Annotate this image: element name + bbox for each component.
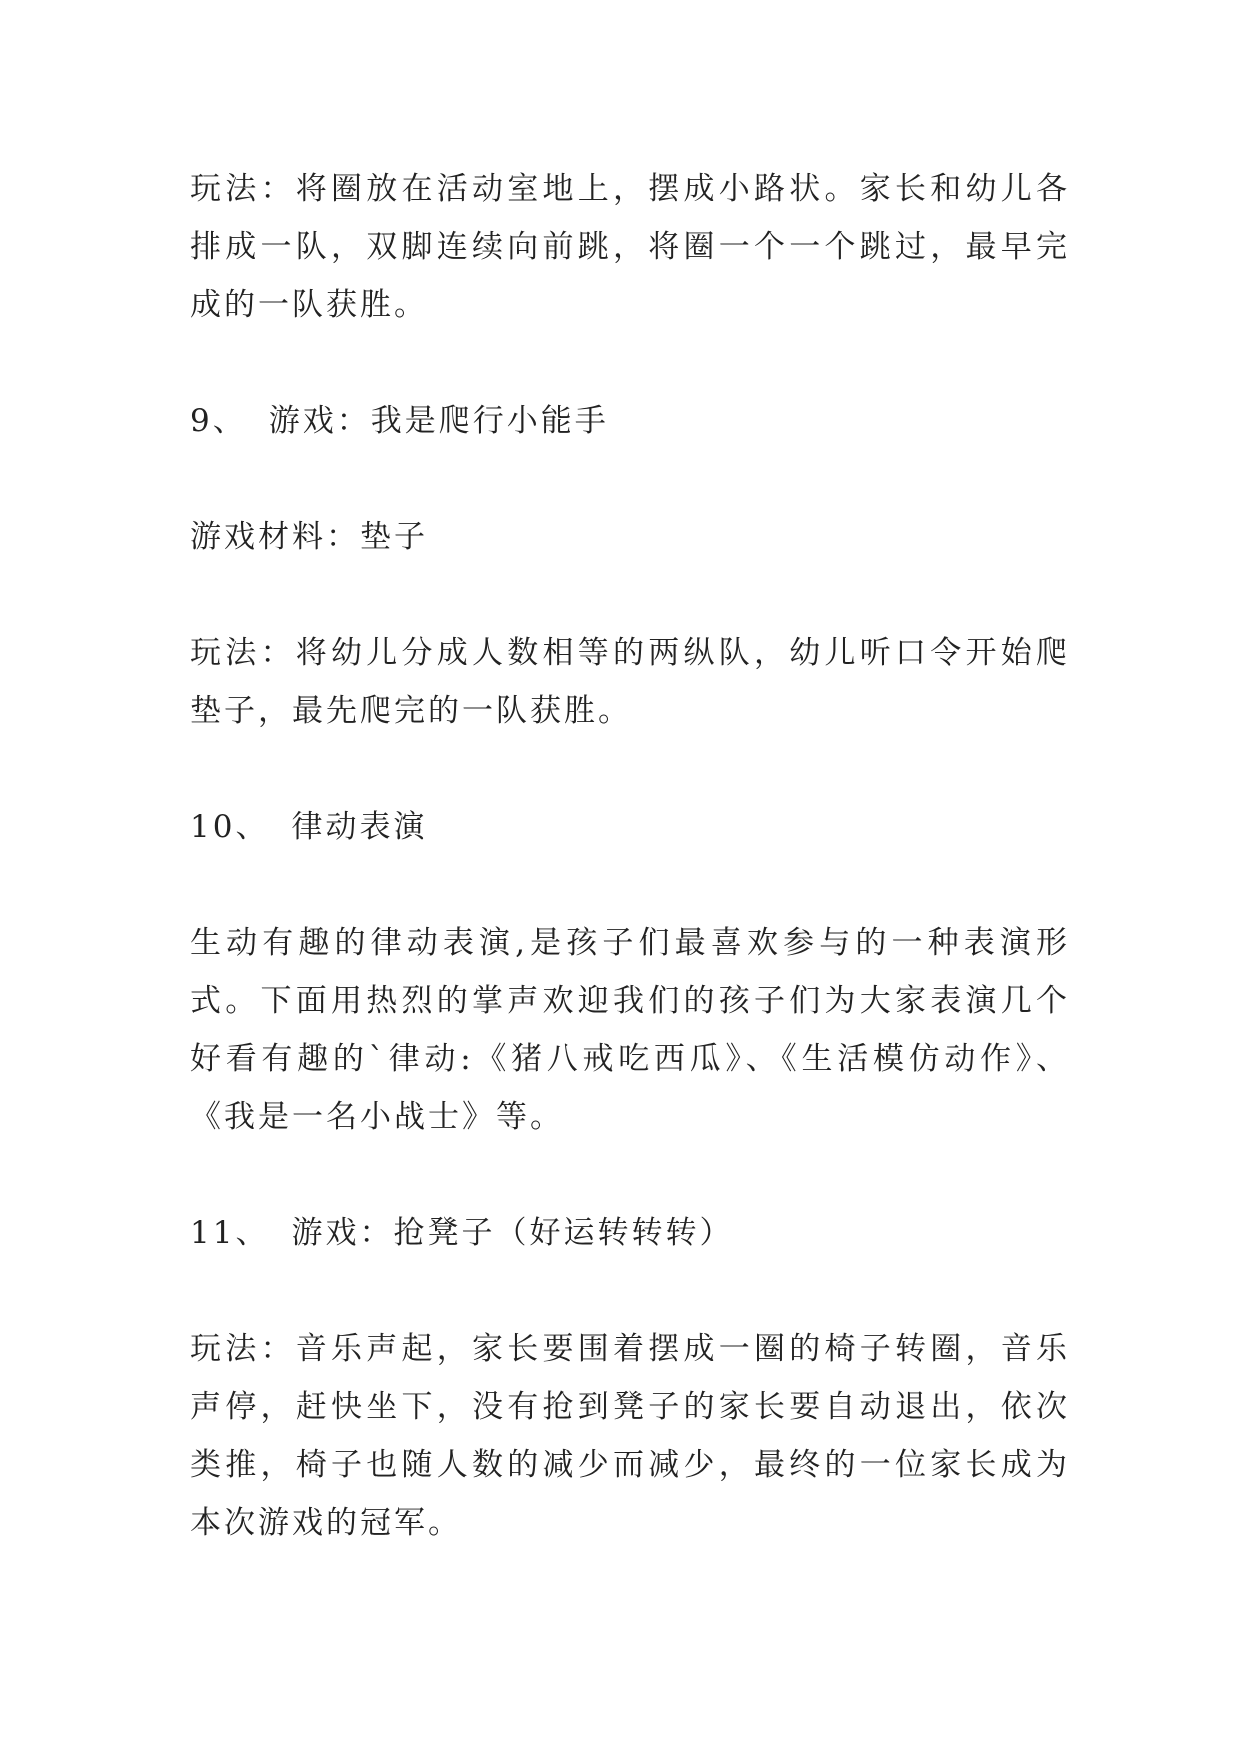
paragraph-rules-musical-chairs: 玩法：音乐声起，家长要围着摆成一圈的椅子转圈，音乐声停，赶快坐下，没有抢到凳子的家长要自动退出，依次类推，椅子也随人数的减少而减少，最终的一位家长成为本次游戏的冠军。 — [190, 1331, 1070, 1541]
section-title: 游戏：我是爬行小能手 — [268, 403, 609, 439]
paragraph-rules-crawl: 玩法：将幼儿分成人数相等的两纵队，幼儿听口令开始爬垫子，最先爬完的一队获胜。 — [190, 635, 1070, 729]
paragraph-rhythm-performance: 生动有趣的律动表演,是孩子们最喜欢参与的一种表演形式。下面用热烈的掌声欢迎我们的孩子们为大家表演几个好看有趣的`律动:《猪八戒吃西瓜》、《生活模仿动作》、《我是一名小战士》等。 — [190, 925, 1070, 1135]
paragraph-rules-circle-jump: 玩法：将圈放在活动室地上，摆成小路状。家长和幼儿各排成一队，双脚连续向前跳，将圈一个一个跳过，最早完成的一队获胜。 — [190, 171, 1070, 323]
section-number: 10、 — [190, 809, 270, 845]
section-heading-11 — [190, 1204, 1070, 1262]
section-title: 律动表演 — [291, 809, 428, 845]
section-heading-9 — [190, 392, 1070, 450]
document-body — [190, 160, 1070, 1552]
paragraph-game-materials: 游戏材料：垫子 — [190, 519, 428, 555]
section-number: 9、 — [190, 403, 247, 439]
section-number: 11、 — [190, 1215, 270, 1251]
section-heading-10 — [190, 798, 1070, 856]
section-title: 游戏：抢凳子（好运转转转） — [291, 1215, 734, 1251]
